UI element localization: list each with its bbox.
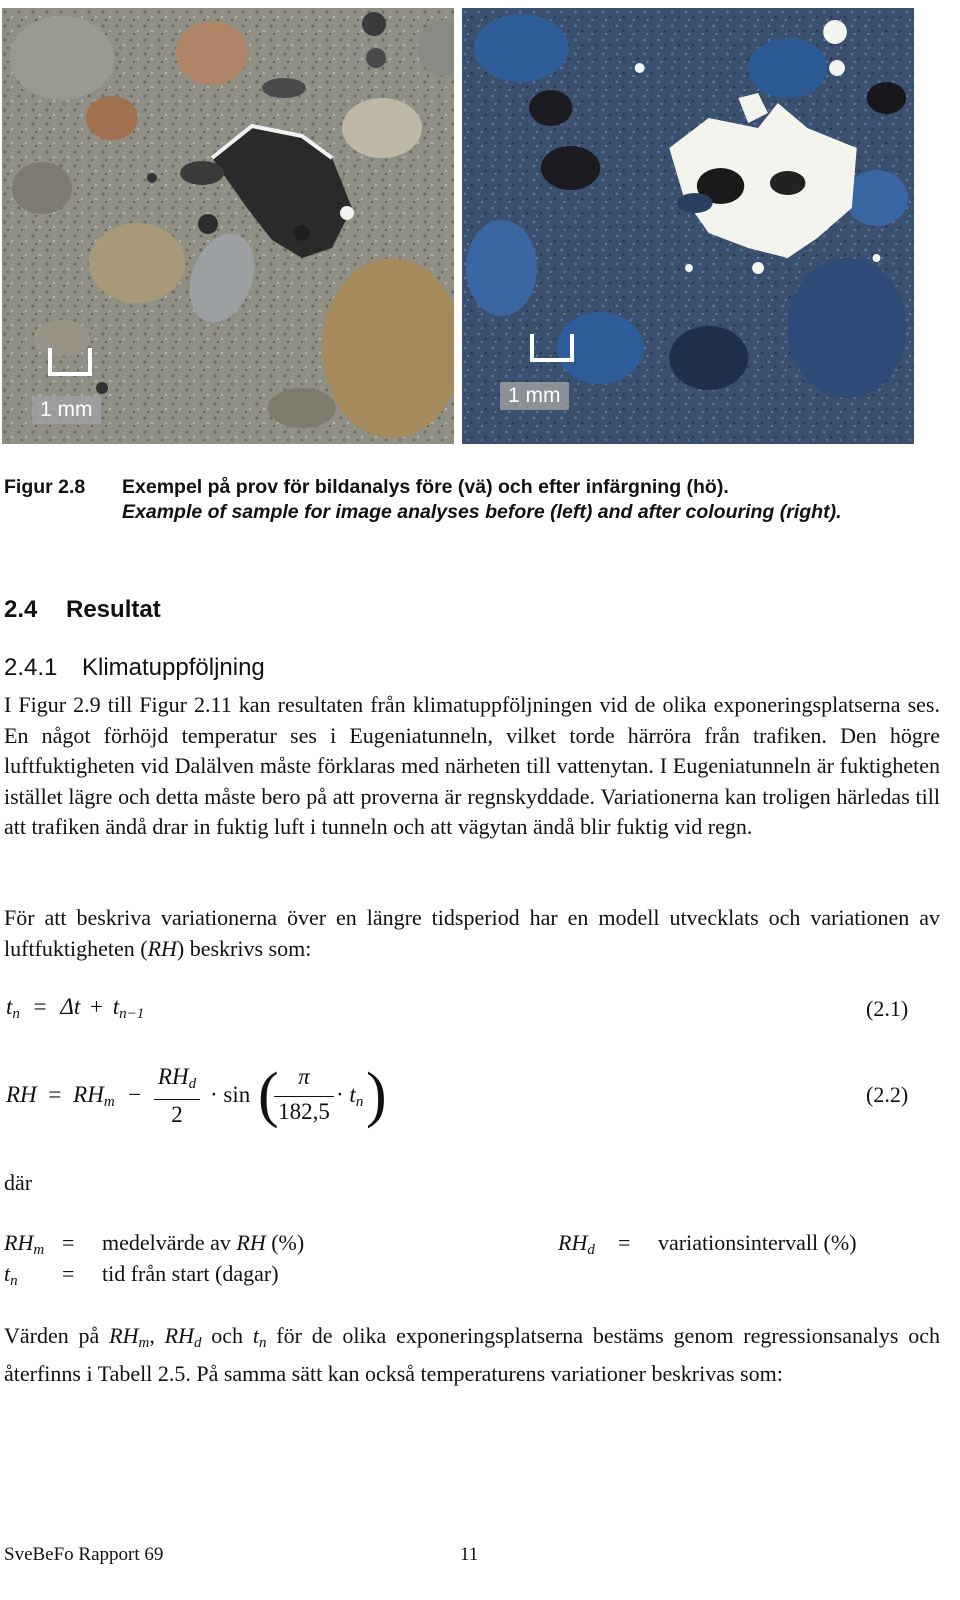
equation-2-1 <box>6 994 144 1023</box>
eq-var: t <box>112 994 120 1019</box>
eq-subscript: n <box>12 1006 20 1022</box>
eq-var: RH <box>157 1064 189 1089</box>
definition-description: medelvärde av RH (%) <box>102 1230 305 1255</box>
eq-dot: · <box>336 1082 344 1107</box>
scale-bar <box>530 334 574 362</box>
definition-symbol: RHd <box>558 1230 595 1258</box>
eq-fraction-1 <box>154 1064 200 1128</box>
variable-rh: RH <box>147 935 177 961</box>
eq-equals: = <box>33 994 47 1019</box>
eq-subscript: n <box>355 1094 364 1110</box>
definition-symbol: tn <box>4 1261 18 1289</box>
scale-bar <box>48 348 92 376</box>
definition-equals: = <box>62 1230 75 1255</box>
page-number: 11 <box>460 1544 479 1565</box>
eq-fraction-denominator: 2 <box>154 1099 200 1128</box>
footer-report-name: SveBeFo Rapport 69 <box>4 1544 164 1565</box>
figure-caption-english: Example of sample for image analyses before (left) and after colouring (right). <box>122 501 842 523</box>
eq-minus: − <box>128 1082 142 1107</box>
figure-label: Figur 2.8 <box>4 476 86 498</box>
scale-label: 1 mm <box>500 382 569 410</box>
section-number: 2.4 <box>4 596 38 623</box>
text: ) beskrivs som: <box>176 935 312 961</box>
eq-subscript: d <box>188 1076 197 1092</box>
eq-fraction-denominator: 182,5 <box>274 1096 334 1125</box>
definition-symbol: RHm <box>4 1230 45 1258</box>
paragraph-model-intro <box>4 903 940 964</box>
section-title: Resultat <box>66 596 161 623</box>
equation-number: (2.2) <box>866 1082 909 1107</box>
scale-label: 1 mm <box>32 396 101 424</box>
sample-photo-before-graphic <box>2 8 454 444</box>
eq-var: RH <box>6 1082 37 1107</box>
eq-subscript: m <box>103 1094 115 1110</box>
eq-delta-t: Δt <box>60 994 81 1019</box>
paragraph-climate-results: I Figur 2.9 till Figur 2.11 kan resultaten från klimatuppföljningen vid de olika exponeringsplatserna ses. En något förhöjd temperatur ses i Eugeniatunneln, vilket torde härröra från trafiken. Den högre luftfuktigheten vid Dalälven måste förklaras med närheten till vattenytan. I Eugeniatunneln är fuktigheten istället lägre och detta måste bero på att proverna är regnskyddade. Variationerna kan troligen härledas till att trafiken ändå drar in fuktig luft i tunneln och att vägytan ändå blir fuktig vid regn. <box>4 692 940 839</box>
eq-sin: sin <box>223 1082 251 1107</box>
sample-photo-before <box>2 8 454 444</box>
definition-description: variationsintervall (%) <box>658 1230 857 1255</box>
eq-var: t <box>349 1082 356 1107</box>
sample-photo-after <box>462 8 914 444</box>
eq-fraction-2 <box>274 1064 334 1125</box>
text: För att beskriva variationerna över en längre tidsperiod har en modell utvecklats och variationen av luftfuktigheten ( <box>4 905 940 961</box>
eq-var: t <box>6 994 13 1019</box>
sample-photo-after-graphic <box>462 8 914 444</box>
figure-caption-swedish: Exempel på prov för bildanalys före (vä) och efter infärgning (hö). <box>122 476 729 498</box>
eq-pi: π <box>298 1064 310 1089</box>
eq-plus: + <box>90 994 103 1019</box>
definition-equals: = <box>62 1261 75 1286</box>
eq-left-paren: ( <box>258 1061 279 1129</box>
paragraph-regression: Värden på RHm, RHd och tn för de olika exponeringsplatserna bestäms genom regressionsanalys och återfinns i Tabell 2.5. På samma sätt kan också temperaturens variationer beskrivas som: <box>4 1323 941 1386</box>
definition-description: tid från start (dagar) <box>102 1261 279 1286</box>
eq-equals: = <box>48 1082 62 1107</box>
eq-dot: · <box>210 1082 218 1107</box>
equation-2-2 <box>6 1060 426 1140</box>
subsection-number: 2.4.1 <box>4 654 58 681</box>
eq-var: RH <box>73 1082 104 1107</box>
eq-right-paren: ) <box>366 1061 387 1129</box>
eq-subscript: n−1 <box>119 1006 145 1022</box>
subsection-title: Klimatuppföljning <box>82 654 265 681</box>
where-label: där <box>4 1170 33 1195</box>
definition-equals: = <box>618 1230 631 1255</box>
equation-number: (2.1) <box>866 996 909 1021</box>
